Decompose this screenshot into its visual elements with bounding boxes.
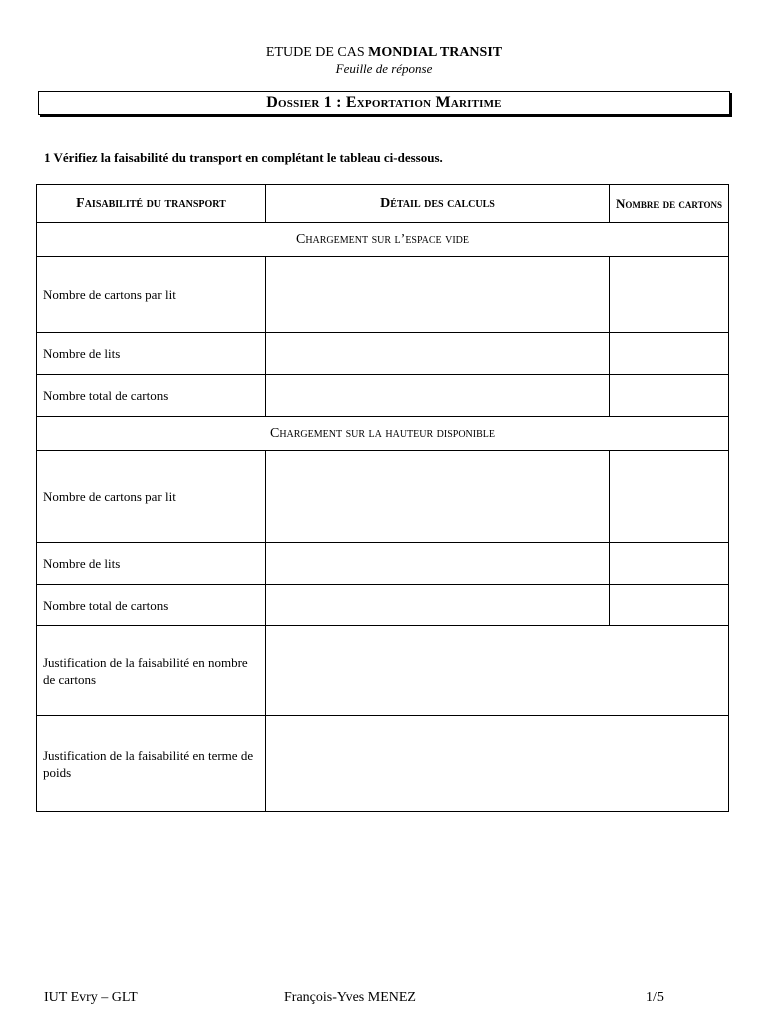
calculation-cell[interactable]	[266, 375, 610, 417]
table-row	[37, 333, 729, 375]
case-study-name: MONDIAL TRANSIT	[368, 45, 503, 60]
row-label: Nombre total de cartons	[37, 585, 266, 626]
calculation-cell[interactable]	[266, 333, 610, 375]
case-study-prefix: ETUDE DE CAS	[265, 45, 369, 60]
case-study-title	[0, 44, 768, 61]
dossier-title-box: Dossier 1 : Exportation Maritime	[38, 91, 730, 115]
section-empty-space: Chargement sur l’espace vide	[37, 223, 729, 257]
footer-page-number: 1/5	[646, 990, 664, 1005]
table-header-row	[37, 185, 729, 223]
question-text: 1 Vérifiez la faisabilité du transport en complétant le tableau ci-dessous.	[44, 150, 443, 165]
footer-author: François-Yves MENEZ	[284, 990, 416, 1005]
header-carton-count: Nombre de cartons	[610, 185, 729, 223]
section-row	[37, 417, 729, 451]
carton-count-cell[interactable]	[610, 257, 729, 333]
row-label: Nombre de lits	[37, 543, 266, 585]
table-row	[37, 375, 729, 417]
carton-count-cell[interactable]	[610, 585, 729, 626]
table-row	[37, 626, 729, 716]
table-row	[37, 257, 729, 333]
table-row	[37, 543, 729, 585]
section-row	[37, 223, 729, 257]
section-available-height: Chargement sur la hauteur disponible	[37, 417, 729, 451]
carton-count-cell[interactable]	[610, 375, 729, 417]
justification-cell[interactable]	[266, 716, 729, 812]
calculation-cell[interactable]	[266, 543, 610, 585]
justification-cell[interactable]	[266, 626, 729, 716]
row-label: Nombre de lits	[37, 333, 266, 375]
footer-institution: IUT Evry – GLT	[44, 990, 138, 1005]
feasibility-table	[36, 184, 729, 812]
carton-count-cell[interactable]	[610, 451, 729, 543]
calculation-cell[interactable]	[266, 585, 610, 626]
calculation-cell[interactable]	[266, 257, 610, 333]
table-row	[37, 716, 729, 812]
header-calculation-detail: Détail des calculs	[266, 185, 610, 223]
calculation-cell[interactable]	[266, 451, 610, 543]
row-label: Nombre de cartons par lit	[37, 257, 266, 333]
table-row	[37, 451, 729, 543]
document-header	[0, 44, 768, 77]
sheet-subtitle: Feuille de réponse	[335, 61, 433, 76]
header-feasibility: Faisabilité du transport	[37, 185, 266, 223]
table-row	[37, 585, 729, 626]
row-label: Nombre de cartons par lit	[37, 451, 266, 543]
justification-label: Justification de la faisabilité en nombre de cartons	[37, 626, 266, 716]
justification-label: Justification de la faisabilité en terme de poids	[37, 716, 266, 812]
carton-count-cell[interactable]	[610, 333, 729, 375]
carton-count-cell[interactable]	[610, 543, 729, 585]
row-label: Nombre total de cartons	[37, 375, 266, 417]
